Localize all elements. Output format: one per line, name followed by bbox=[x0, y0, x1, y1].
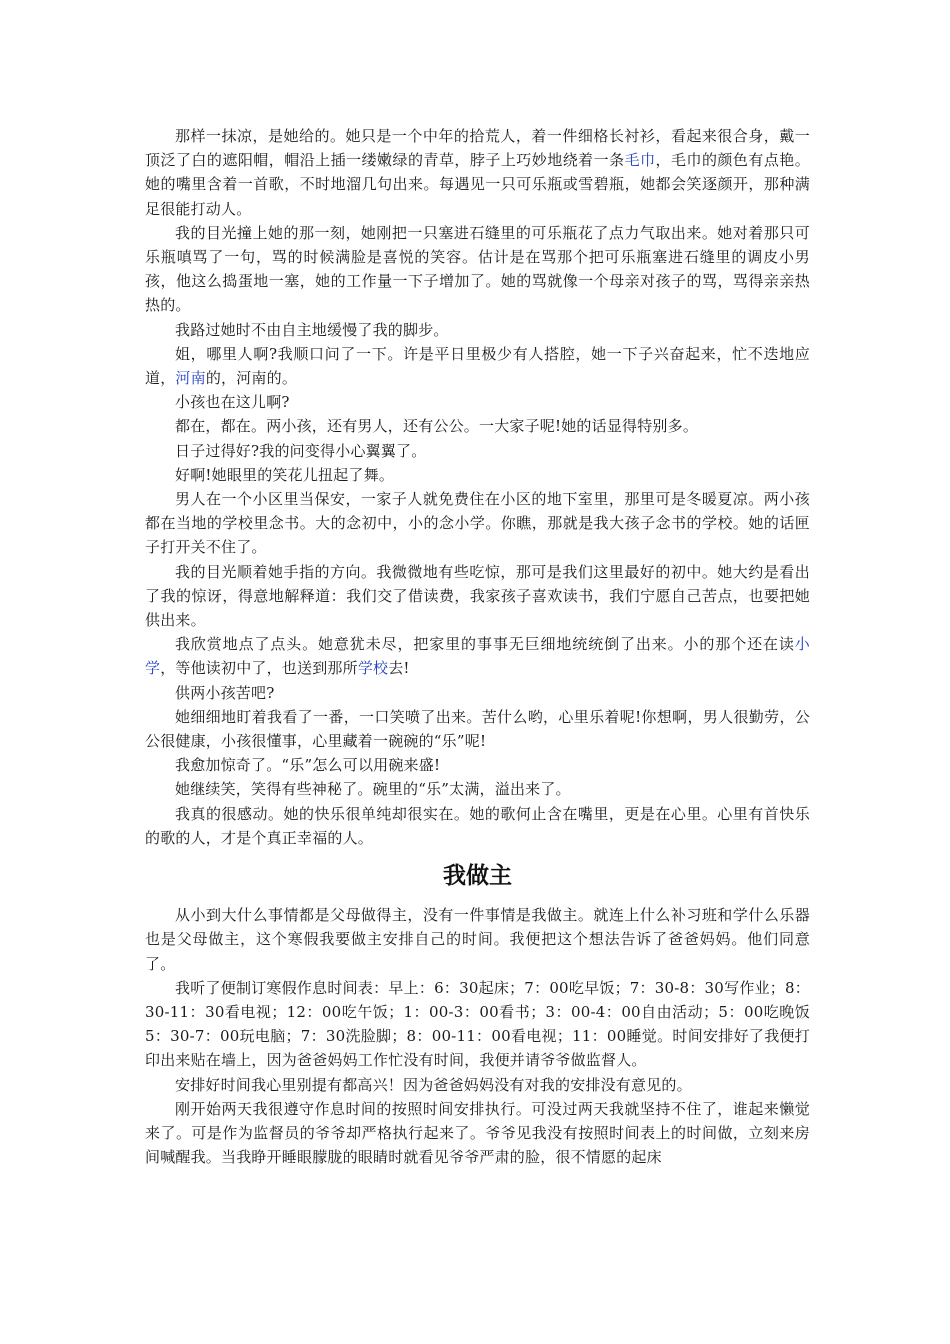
document-page bbox=[145, 124, 810, 1169]
paragraph: 安排好时间我心里别提有都高兴！因为爸爸妈妈没有对我的安排没有意见的。 bbox=[175, 1075, 692, 1094]
link-primary-school[interactable]: 小学 bbox=[145, 635, 810, 678]
paragraph: 她继续笑，笑得有些神秘了。碗里的“乐”太满，溢出来了。 bbox=[175, 780, 571, 799]
paragraph: 小孩也在这儿啊? bbox=[175, 393, 290, 412]
paragraph: 从小到大什么事情都是父母做得主，没有一件事情是我做主。就连上什么补习班和学什么乐器也是父母做主，这个寒假我要做主安排自己的时间。我便把这个想法告诉了爸爸妈妈。他们同意了。 bbox=[145, 906, 810, 973]
article-title: 我做主 bbox=[443, 863, 512, 890]
paragraph: 日子过得好?我的问变得小心翼翼了。 bbox=[175, 441, 427, 460]
paragraph: 都在，都在。两小孩，还有男人，还有公公。一大家子呢!她的话显得特别多。 bbox=[175, 417, 699, 436]
paragraph: 我的目光撞上她的那一刻，她刚把一只塞进石缝里的可乐瓶花了点力气取出来。她对着那只可乐瓶嗔骂了一句，骂的时候满脸是喜悦的笑容。估计是在骂那个把可乐瓶塞进石缝里的调皮小男孩，他这么捣蛋地一塞，她的工作量一下子增加了。她的骂就像一个母亲对孩子的骂，骂得亲亲热热的。 bbox=[145, 223, 810, 315]
paragraph: 我真的很感动。她的快乐很单纯却很实在。她的歌何止含在嘴里，更是在心里。心里有首快乐的歌的人，才是个真正幸福的人。 bbox=[145, 804, 810, 847]
link-school[interactable]: 学校 bbox=[357, 659, 389, 678]
paragraph: 她细细地盯着我看了一番，一口笑喷了出来。苦什么哟，心里乐着呢!你想啊，男人很勤劳，公公很健康，小孩很懂事，心里藏着一碗碗的“乐”呢! bbox=[145, 707, 810, 751]
paragraph: 姐，哪里人啊?我顺口问了一下。许是平日里极少有人搭腔，她一下子兴奋起来，忙不迭地应道，河南的，河南的。 bbox=[145, 344, 810, 388]
paragraph: 那样一抹凉，是她给的。她只是一个中年的拾荒人，着一件细格长衬衫，看起来很合身，戴一顶泛了白的遮阳帽，帽沿上插一缕嫩绿的青草，脖子上巧妙地绕着一条毛巾，毛巾的颜色有点艳。她的嘴里含着一首歌，不时地溜几句出来。每遇见一只可乐瓶或雪碧瓶，她都会笑逐颜开，那种满足很能打动人。 bbox=[145, 127, 810, 218]
paragraph: 我路过她时不由自主地缓慢了我的脚步。 bbox=[175, 320, 449, 339]
paragraph: 我愈加惊奇了。“乐”怎么可以用碗来盛! bbox=[175, 756, 441, 775]
paragraph: 我的目光顺着她手指的方向。我微微地有些吃惊，那可是我们这里最好的初中。她大约是看出了我的惊讶，得意地解释道：我们交了借读费，我家孩子喜欢读书，我们宁愿自己苦点，也要把她供出来。 bbox=[145, 562, 810, 630]
paragraph: 供两小孩苦吧? bbox=[175, 683, 275, 702]
paragraph: 好啊!她眼里的笑花儿扭起了舞。 bbox=[175, 465, 395, 484]
paragraph: 我听了便制订寒假作息时间表：早上：6：30起床；7：00吃早饭；7：30-8：30写作业；8：30-11：30看电视；12：00吃午饭；1：00-3：00看书；3：00-4：00自由活动；5：00吃晚饭5：30-7：00玩电脑；7：30洗脸脚；8：00-11：00看电视；11：00睡觉。时间安排好了我便打印出来贴在墙上，因为爸爸妈妈工作忙没有时间，我便并请爷爷做监督人。 bbox=[145, 978, 810, 1070]
paragraph: 男人在一个小区里当保安，一家子人就免费住在小区的地下室里，那里可是冬暖夏凉。两小孩都在当地的学校里念书。大的念初中，小的念小学。你瞧，那就是我大孩子念书的学校。她的话匣子打开关不住了。 bbox=[145, 490, 810, 557]
link-towel[interactable]: 毛巾 bbox=[624, 151, 656, 170]
paragraph: 我欣赏地点了点头。她意犹未尽，把家里的事事无巨细地统统倒了出来。小的那个还在读小学，等他读初中了，也送到那所学校去! bbox=[145, 635, 810, 678]
link-henan[interactable]: 河南 bbox=[175, 369, 206, 388]
paragraph: 刚开始两天我很遵守作息时间的按照时间安排执行。可没过两天我就坚持不住了，谁起来懒觉来了。可是作为监督员的爷爷却严格执行起来了。爷爷见我没有按照时间表上的时间做，立刻来房间喊醒我。当我睁开睡眼朦胧的眼睛时就看见爷爷严肃的脸，很不情愿的起床 bbox=[145, 1099, 810, 1167]
